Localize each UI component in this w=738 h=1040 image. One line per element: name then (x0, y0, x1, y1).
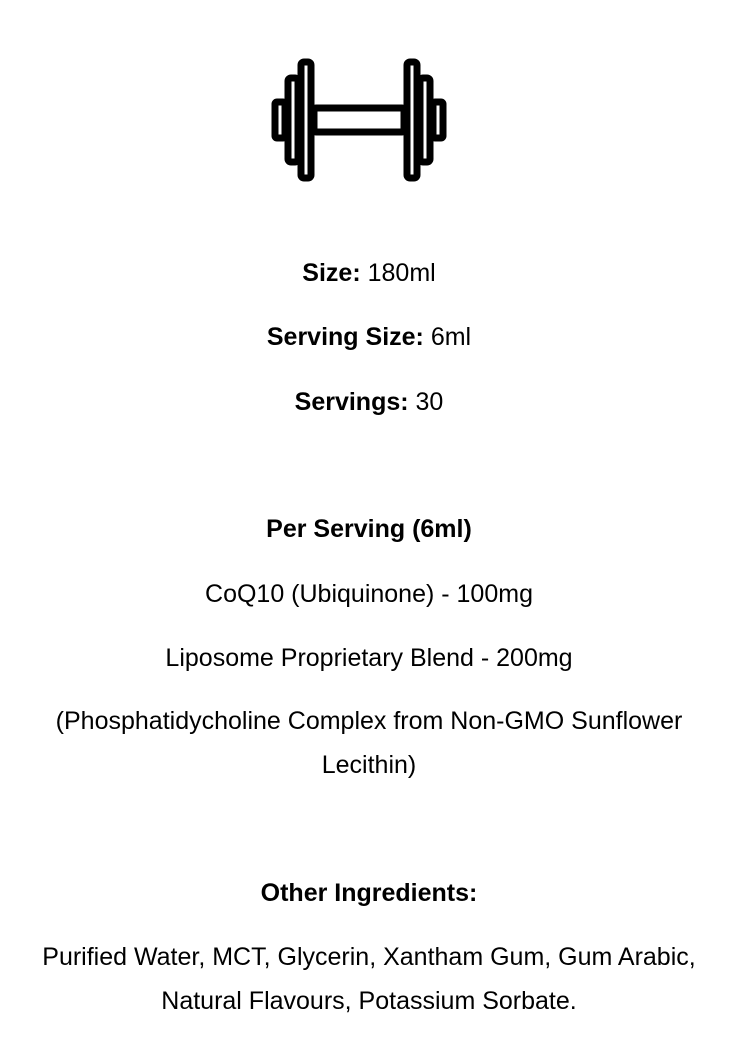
servings-value: 30 (408, 388, 444, 416)
other-ingredients-text: Purified Water, MCT, Glycerin, Xantham Gum, Gum Arabic, Natural Flavours, Potassium Sorbate. (42, 943, 696, 1015)
per-serving-heading: Per Serving (6ml) (266, 515, 472, 543)
other-ingredients-heading: Other Ingredients: (260, 879, 478, 907)
size-line (0, 258, 738, 288)
servings-label: Servings: (294, 388, 409, 416)
size-value: 180ml (360, 259, 436, 287)
per-serving-item: CoQ10 (Ubiquinone) - 100mg (205, 580, 533, 608)
per-serving-item: Liposome Proprietary Blend - 200mg (165, 644, 573, 672)
per-serving-note: (Phosphatidycholine Complex from Non-GMO Sunflower Lecithin) (55, 707, 683, 779)
size-label: Size: (302, 259, 361, 287)
servings-line (0, 387, 738, 417)
dumbbell-svg (269, 56, 469, 184)
serving-size-label: Serving Size: (266, 323, 424, 351)
serving-size-line (0, 322, 738, 352)
dumbbell-icon (0, 56, 738, 184)
serving-size-value: 6ml (423, 323, 472, 351)
